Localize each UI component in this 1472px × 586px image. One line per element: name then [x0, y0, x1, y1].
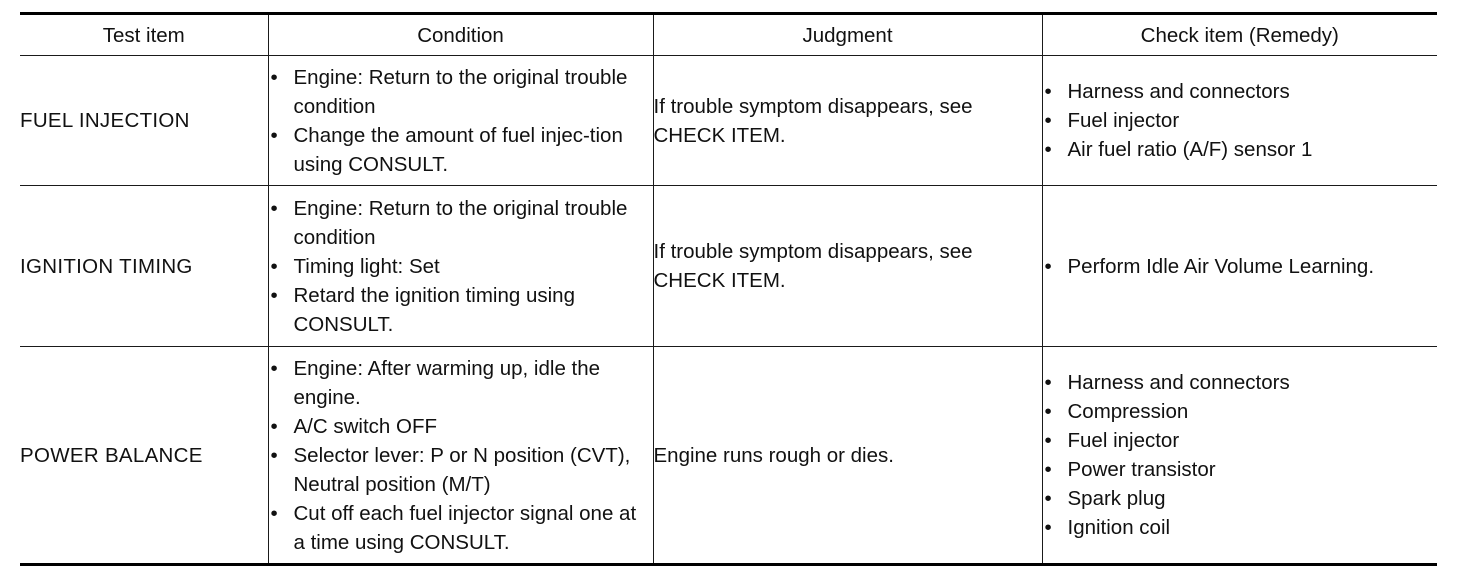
check-item: • Fuel injector — [1043, 426, 1438, 455]
condition-item: • Change the amount of fuel injec-tion using CONSULT. — [269, 121, 653, 179]
condition-item: • Selector lever: P or N position (CVT), Neutral position (M/T) — [269, 441, 653, 499]
header-test-item: Test item — [20, 14, 268, 56]
test-item-cell: IGNITION TIMING — [20, 186, 268, 347]
judgment-cell: Engine runs rough or dies. — [653, 347, 1042, 565]
check-item: • Compression — [1043, 397, 1438, 426]
condition-list — [269, 354, 653, 557]
check-item: • Harness and connectors — [1043, 368, 1438, 397]
judgment-cell: If trouble symptom disappears, see CHECK ITEM. — [653, 186, 1042, 347]
table-row — [20, 347, 1437, 565]
check-item: • Power transistor — [1043, 455, 1438, 484]
condition-cell — [268, 56, 653, 186]
condition-item: • Engine: After warming up, idle the engine. — [269, 354, 653, 412]
check-item-list — [1043, 77, 1438, 164]
check-item-list — [1043, 368, 1438, 542]
condition-item: • Timing light: Set — [269, 252, 653, 281]
table-row — [20, 186, 1437, 347]
check-item: • Ignition coil — [1043, 513, 1438, 542]
diagnosis-table — [20, 12, 1437, 566]
header-condition: Condition — [268, 14, 653, 56]
header-check-item: Check item (Remedy) — [1042, 14, 1437, 56]
header-judgment: Judgment — [653, 14, 1042, 56]
check-item: • Fuel injector — [1043, 106, 1438, 135]
test-item-cell: POWER BALANCE — [20, 347, 268, 565]
table-header-row — [20, 14, 1437, 56]
condition-list — [269, 63, 653, 179]
check-item: • Perform Idle Air Volume Learning. — [1043, 252, 1438, 281]
condition-item: • Cut off each fuel injector signal one at a time using CONSULT. — [269, 499, 653, 557]
table-row — [20, 56, 1437, 186]
check-item-cell — [1042, 186, 1437, 347]
condition-item: • Engine: Return to the original trouble condition — [269, 194, 653, 252]
check-item: • Air fuel ratio (A/F) sensor 1 — [1043, 135, 1438, 164]
test-item-cell: FUEL INJECTION — [20, 56, 268, 186]
condition-item: • Retard the ignition timing using CONSULT. — [269, 281, 653, 339]
condition-cell — [268, 186, 653, 347]
check-item: • Spark plug — [1043, 484, 1438, 513]
check-item: • Harness and connectors — [1043, 77, 1438, 106]
check-item-cell — [1042, 347, 1437, 565]
condition-cell — [268, 347, 653, 565]
check-item-cell — [1042, 56, 1437, 186]
condition-item: • A/C switch OFF — [269, 412, 653, 441]
judgment-cell: If trouble symptom disappears, see CHECK ITEM. — [653, 56, 1042, 186]
condition-list — [269, 194, 653, 339]
check-item-list — [1043, 252, 1438, 281]
condition-item: • Engine: Return to the original trouble condition — [269, 63, 653, 121]
